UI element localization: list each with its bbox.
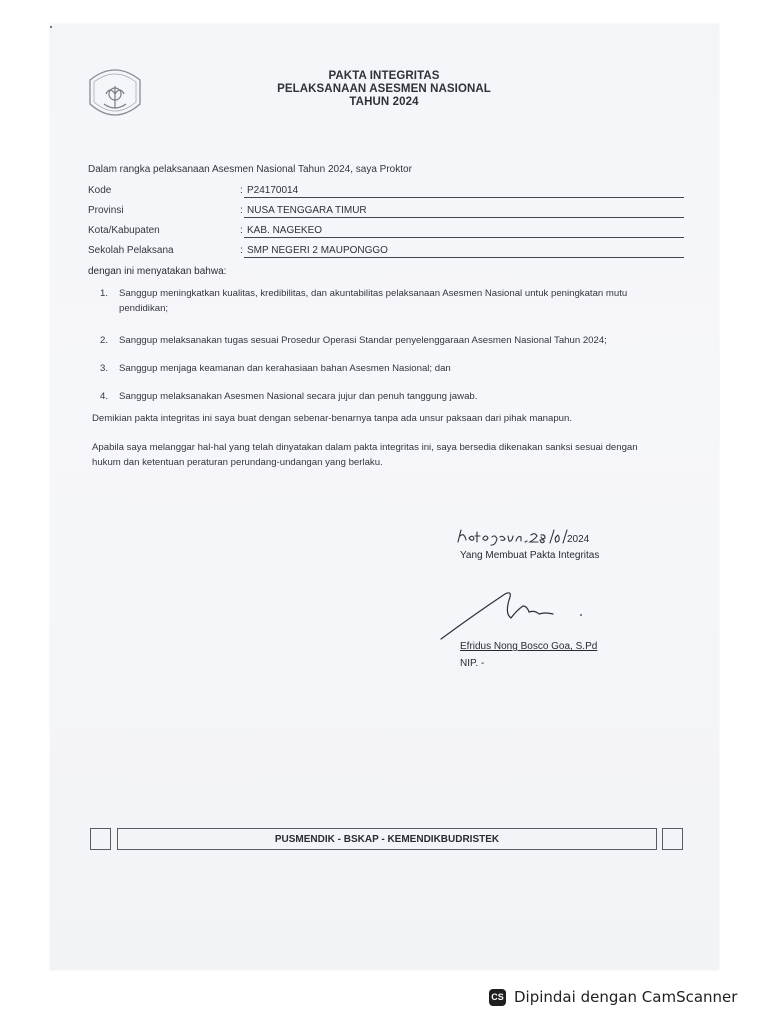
scanned-document [50,24,719,970]
field-underline [244,257,684,258]
camscanner-watermark [472,982,756,1012]
watermark-text: Dipindai dengan CamScanner [514,988,738,1006]
field-provinsi [88,205,688,219]
field-sekolah-pelaksana [88,245,688,259]
camscanner-icon: CS [489,989,506,1006]
footer-left-box [90,828,111,850]
place-date [455,530,615,550]
field-kode [88,185,688,199]
declaration-text: dengan ini menyatakan bahwa: [88,266,227,277]
field-label: Provinsi [88,205,124,216]
field-label: Kode [88,185,112,196]
title-line-1: PAKTA INTEGRITAS [328,70,440,82]
signer-nip: NIP. - [460,658,485,669]
field-value: SMP NEGERI 2 MAUPONGGO [247,245,388,256]
field-colon: : [240,205,243,216]
field-value: KAB. NAGEKEO [247,225,323,236]
list-item-text: Sanggup meningkatkan kualitas, kredibilitas, dan akuntabilitas pelaksanaan Asesmen Nasional untuk peningkatan mutu pendidikan; [119,288,628,314]
list-item-number: 3. [100,363,109,374]
signer-title: Yang Membuat Pakta Integritas [460,550,600,561]
field-underline [244,237,684,238]
closing-paragraph-2: Apabila saya melanggar hal-hal yang telah dinyatakan dalam pakta integritas ini, saya bersedia dikenakan sanksi sesuai dengan hukum dan ketentuan peraturan perundang-undangan yang berlaku. [92,442,638,468]
handwritten-place-date [455,526,575,548]
intro-text: Dalam rangka pelaksanaan Asesmen Nasional Tahun 2024, saya Proktor [88,164,412,175]
handwritten-signature [435,584,605,644]
field-colon: : [240,185,243,196]
list-item-number: 2. [100,335,109,346]
footer-text: PUSMENDIK - BSKAP - KEMENDIKBUDRISTEK [274,833,500,845]
list-item-text: Sanggup menjaga keamanan dan kerahasiaan bahan Asesmen Nasional; dan [119,363,451,374]
field-kota-kabupaten [88,225,688,239]
list-item-number: 4. [100,391,109,402]
list-item-text: Sanggup melaksanakan tugas sesuai Prosedur Operasi Standar penyelenggaraan Asesmen Nasional Tahun 2024; [119,335,607,346]
scan-speck [50,26,52,28]
closing-paragraph-1: Demikian pakta integritas ini saya buat dengan sebenar-benarnya tanpa ada unsur paksaan dari pihak manapun. [92,413,573,424]
tut-wuri-handayani-logo [84,64,146,122]
list-item-text: Sanggup melaksanakan Asesmen Nasional secara jujur dan penuh tanggung jawab. [119,391,478,402]
footer-banner [117,828,657,850]
title-line-2: PELAKSANAAN ASESMEN NASIONAL [277,83,491,95]
title-line-3: TAHUN 2024 [349,96,419,108]
field-underline [244,217,684,218]
field-value: P24170014 [247,185,299,196]
field-value: NUSA TENGGARA TIMUR [247,205,367,216]
field-underline [244,197,684,198]
field-colon: : [240,245,243,256]
date-year: 2024 [567,534,590,545]
field-label: Kota/Kabupaten [88,225,160,236]
signer-name: Efridus Nong Bosco Goa, S.Pd [460,641,598,652]
field-label: Sekolah Pelaksana [88,245,174,256]
footer-right-box [662,828,683,850]
list-item-number: 1. [100,288,109,299]
field-colon: : [240,225,243,236]
